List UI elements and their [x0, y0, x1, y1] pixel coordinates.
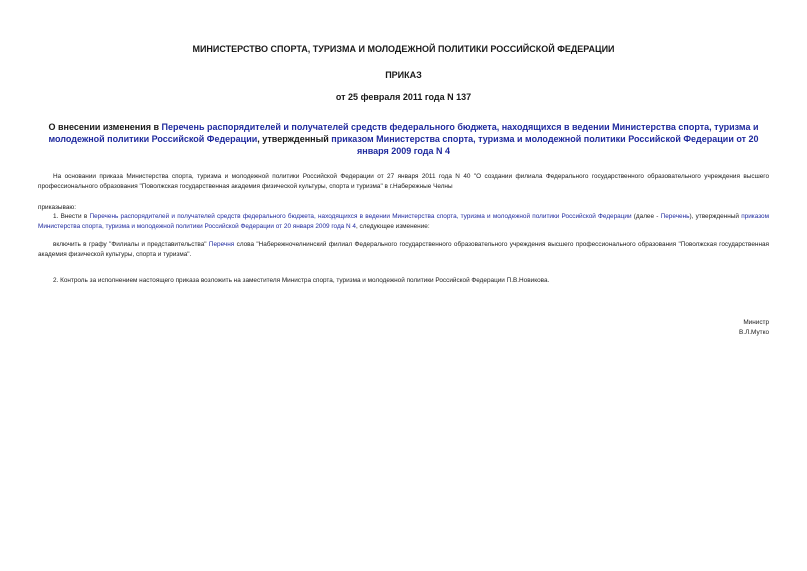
item-1-suffix: , следующее изменение:: [355, 222, 430, 230]
document-page: [38, 0, 769, 571]
item-1-mid-1: (далее -: [631, 213, 661, 220]
item-1-link-list[interactable]: Перечень распорядителей и получателей средств федерального бюджета, находящихся в ведении Министерства спорта, туризма и молодежной политики Российской Федерации: [89, 213, 632, 220]
document-type: ПРИКАЗ: [385, 70, 422, 80]
item-1-mid-2: ), утвержденный: [689, 213, 742, 220]
signature-name: В.Л.Мутко: [739, 329, 769, 336]
item-1-prefix: 1. Внести в: [53, 213, 90, 220]
include-prefix: включить в графу "Филиалы и представительства": [53, 241, 209, 248]
signature-block: [739, 318, 769, 338]
ministry-title: МИНИСТЕРСТВО СПОРТА, ТУРИЗМА И МОЛОДЕЖНОЙ ПОЛИТИКИ РОССИЙСКОЙ ФЕДЕРАЦИИ: [192, 44, 615, 54]
item-1-link-short[interactable]: Перечень: [660, 213, 690, 220]
include-link-list[interactable]: Перечня: [208, 241, 235, 248]
subject-prefix: О внесении изменения в: [48, 122, 162, 132]
include-paragraph: [38, 240, 769, 259]
signature-position: Министр: [743, 319, 769, 326]
order-word: приказываю:: [38, 204, 76, 211]
subject-link-order[interactable]: приказом Министерства спорта, туризма и молодежной политики Российской Федерации от 20 января 2009 года N 4: [331, 134, 759, 156]
basis-paragraph: На основании приказа Министерства спорта, туризма и молодежной политики Российской Федерации от 27 января 2011 года N 40 "О создании филиала Федерального государственного образовательного учреждения высшего профессионального образования "Поволжская государственная академия физической культуры, спорта и туризма" в г.Набережные Челны: [38, 173, 769, 190]
item-2-paragraph: 2. Контроль за исполнением настоящего приказа возложить на заместителя Министра спорта, туризма и молодежной политики Российской Федерации П.В.Новикова.: [53, 277, 550, 284]
item-1-link-order[interactable]: приказом Министерства спорта, туризма и молодежной политики Российской Федерации от 20 января 2009 года N 4: [38, 213, 769, 230]
document-subject: [46, 121, 761, 157]
subject-link-list[interactable]: Перечень распорядителей и получателей средств федерального бюджета, находящихся в ведении Министерства спорта, туризма и молодежной политики Российской Федерации: [48, 122, 759, 144]
item-1-paragraph: [38, 212, 769, 231]
include-suffix: слова "Набережночелнинский филиал Федерального государственного образовательного учреждения высшего профессионального образования "Поволжская государственная академия физической культуры, спорта и туризма".: [38, 241, 769, 258]
subject-middle: , утвержденный: [257, 134, 332, 144]
document-date-number: от 25 февраля 2011 года N 137: [335, 92, 472, 102]
